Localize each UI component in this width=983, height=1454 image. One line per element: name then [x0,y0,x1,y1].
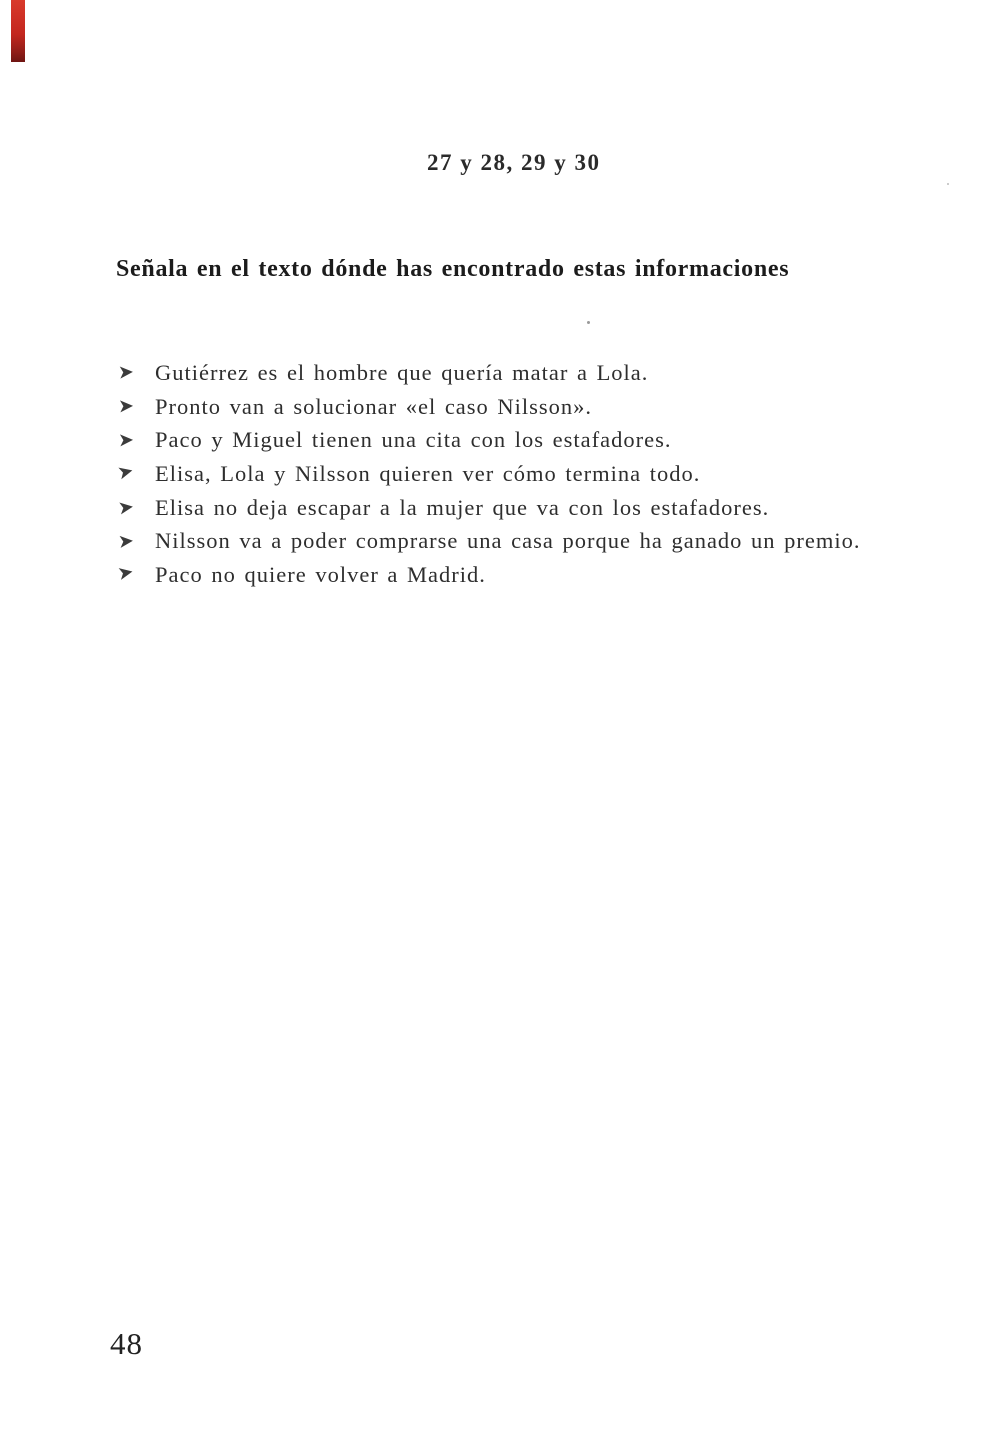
list-item [115,558,948,592]
statement-text: Elisa, Lola y Nilsson quieren ver cómo termina todo. [155,460,701,486]
statement-text: Nilsson va a poder comprarse una casa porque ha ganado un premio. [155,528,861,554]
arrow-bullet-icon: ➤ [117,529,135,553]
list-item [115,457,948,491]
list-item [118,423,948,457]
arrow-bullet-icon: ➤ [117,394,135,418]
statement-text: Elisa no deja escapar a la mujer que va con los estafadores. [155,494,770,520]
statement-text: Pronto van a solucionar «el caso Nilsson». [155,393,593,419]
statement-list [115,356,948,592]
arrow-bullet-icon: ➤ [115,560,136,586]
arrow-bullet-icon: ➤ [116,495,136,520]
exercise-numbers-heading: 27 y 28, 29 y 30 [427,150,601,175]
arrow-bullet-icon: ➤ [117,361,135,384]
red-edge-mark [11,0,25,62]
page-number: 48 [110,1326,143,1361]
scan-speck [587,321,590,324]
scan-speck [947,183,949,185]
statement-text: Gutiérrez es el hombre que quería matar a Lola. [155,359,649,385]
list-item [118,390,948,424]
list-item [118,491,948,525]
statement-text: Paco no quiere volver a Madrid. [155,561,486,587]
list-item [118,524,948,558]
list-item [118,356,948,390]
instruction-text: Señala en el texto dónde has encontrado estas informaciones [116,256,790,282]
arrow-bullet-icon: ➤ [115,459,136,486]
arrow-bullet-icon: ➤ [117,428,135,452]
statement-text: Paco y Miguel tienen una cita con los estafadores. [155,427,672,453]
